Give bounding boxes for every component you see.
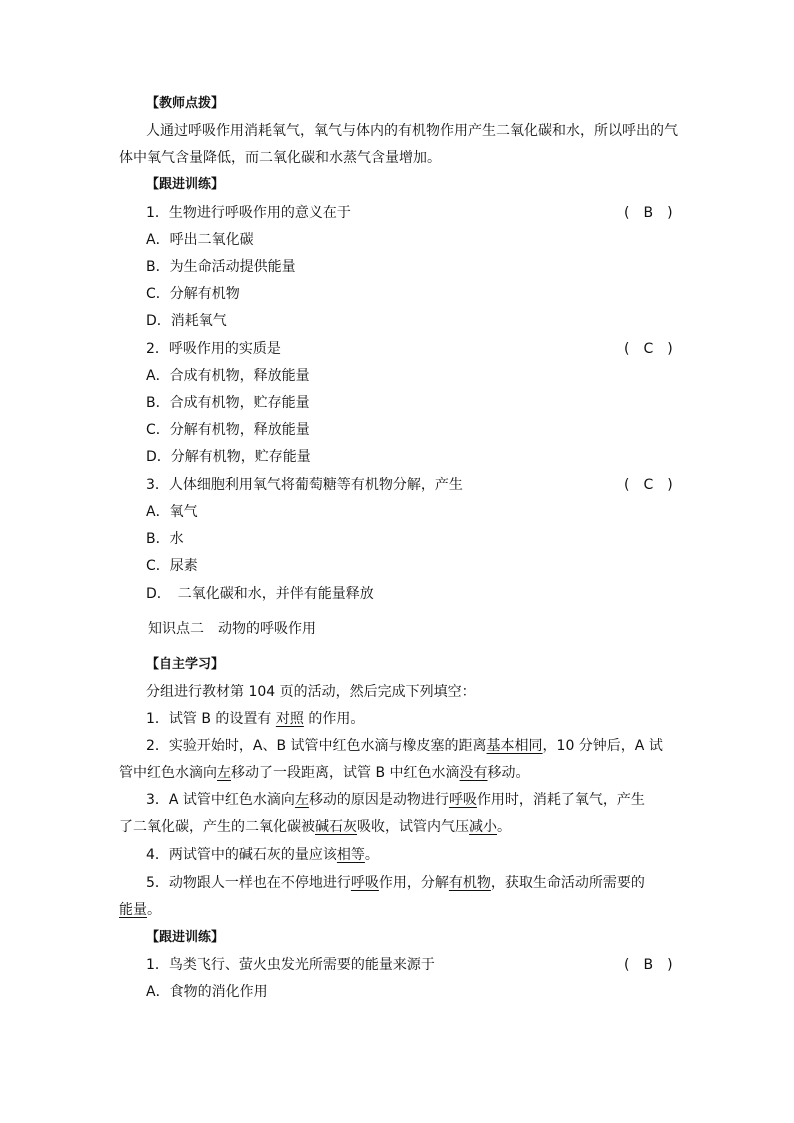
- fill1-pre: 1．试管 B 的设置有: [146, 711, 272, 727]
- q3-option-c: C．尿素: [146, 558, 198, 574]
- q1-option-a: A．呼出二氧化碳: [146, 232, 254, 248]
- q2-option-a: A．合成有机物，释放能量: [146, 368, 310, 384]
- fill4-blank: 相等: [336, 847, 365, 863]
- q1-stem: 1．生物进行呼吸作用的意义在于: [146, 205, 351, 221]
- fill2-mid2: 移动了一段距离，试管 B 中红色水滴: [231, 765, 460, 781]
- q1-answer: ( B ): [624, 205, 673, 221]
- fill3-blank4: 减小: [469, 819, 497, 835]
- p2-q1-answer: ( B ): [624, 957, 673, 973]
- fill1-post: 的作用。: [308, 711, 365, 727]
- fill2-blank3: 没有: [459, 765, 488, 781]
- p2-q1-option-a: A．食物的消化作用: [146, 984, 268, 1000]
- self-study-title: 【自主学习】: [146, 657, 225, 672]
- fill-item-3-line1: [146, 790, 675, 810]
- fill-item-1: [146, 709, 675, 729]
- fill5-blank2: 有机物: [448, 875, 491, 891]
- fill5-pre: 5．动物跟人一样也在不停地进行: [146, 875, 351, 891]
- q1-option-c: C．分解有机物: [146, 286, 240, 302]
- fill2-pre: 2．实验开始时，A、B 试管中红色水滴与橡皮塞的距离: [146, 738, 487, 754]
- fill5-mid: 作用，分解: [378, 875, 449, 891]
- q3-answer: ( C ): [624, 477, 673, 493]
- fill3-mid2: 作用时，消耗了氧气，产生: [476, 792, 645, 808]
- practice2-title: 【跟进训练】: [146, 930, 225, 945]
- fill5-blank1: 呼吸: [350, 875, 379, 891]
- fill2-post: 移动。: [487, 765, 530, 781]
- fill3-pre2: 了二氧化碳，产生的二氧化碳被: [119, 819, 315, 835]
- q3-stem: 3．人体细胞利用氧气将葡萄糖等有机物分解，产生: [146, 477, 463, 493]
- fill5-mid2: ，获取生命活动所需要的: [490, 875, 645, 891]
- section2-heading: 知识点二 动物的呼吸作用: [148, 621, 316, 637]
- fill-item-5-line2: [119, 900, 675, 920]
- fill3-blank2: 呼吸: [448, 792, 477, 808]
- fill5-post: 。: [147, 902, 161, 918]
- fill4-pre: 4．两试管中的碱石灰的量应该: [146, 847, 337, 863]
- fill2-mid: ，10 分钟后，A 试: [542, 738, 663, 754]
- fill-item-5-line1: [146, 873, 675, 893]
- teacher-tip-title: 【教师点拨】: [146, 96, 225, 111]
- q1-option-d: D．消耗氧气: [146, 313, 227, 329]
- fill-item-2-line1: [146, 736, 675, 756]
- fill4-post: 。: [364, 847, 379, 863]
- q3-option-d: D． 二氧化碳和水，并伴有能量释放: [146, 586, 374, 602]
- q2-option-d: D．分解有机物，贮存能量: [146, 449, 311, 465]
- fill3-mid3: 吸收，试管内气压: [357, 819, 469, 835]
- fill-item-3-line2: [119, 817, 675, 837]
- self-study-intro: 分组进行教材第 104 页的活动，然后完成下列填空：: [146, 684, 476, 700]
- q2-option-b: B．合成有机物，贮存能量: [146, 395, 310, 411]
- question-stem: [146, 203, 675, 223]
- fill2-blank1: 基本相同: [486, 738, 543, 754]
- fill1-blank: 对照: [275, 711, 304, 727]
- q2-stem: 2．呼吸作用的实质是: [146, 341, 281, 357]
- q2-option-c: C．分解有机物，释放能量: [146, 422, 310, 438]
- teacher-tip-line2: 体中氧气含量降低，而二氧化碳和水蒸气含量增加。: [119, 150, 441, 166]
- fill3-blank3: 碱石灰: [315, 819, 357, 835]
- fill3-mid: 移动的原因是动物进行: [308, 792, 449, 808]
- fill-item-4: [146, 845, 675, 865]
- fill2-pre2: 管中红色水滴向: [119, 765, 217, 781]
- fill3-blank1: 左: [294, 792, 309, 808]
- fill3-pre: 3．A 试管中红色水滴向: [146, 792, 295, 808]
- fill5-blank3: 能量: [119, 902, 147, 918]
- practice1-title: 【跟进训练】: [146, 177, 225, 192]
- q1-option-b: B．为生命活动提供能量: [146, 259, 296, 275]
- fill-item-2-line2: [119, 763, 675, 783]
- p2-q1-stem: 1．鸟类飞行、萤火虫发光所需要的能量来源于: [146, 957, 435, 973]
- q3-option-a: A．氧气: [146, 504, 198, 520]
- fill3-post: 。: [497, 819, 511, 835]
- q3-option-b: B．水: [146, 531, 184, 547]
- q2-answer: ( C ): [624, 341, 673, 357]
- fill2-blank2: 左: [217, 765, 231, 781]
- teacher-tip-line1: 人通过呼吸作用消耗氧气，氧气与体内的有机物作用产生二氧化碳和水，所以呼出的气: [146, 123, 678, 139]
